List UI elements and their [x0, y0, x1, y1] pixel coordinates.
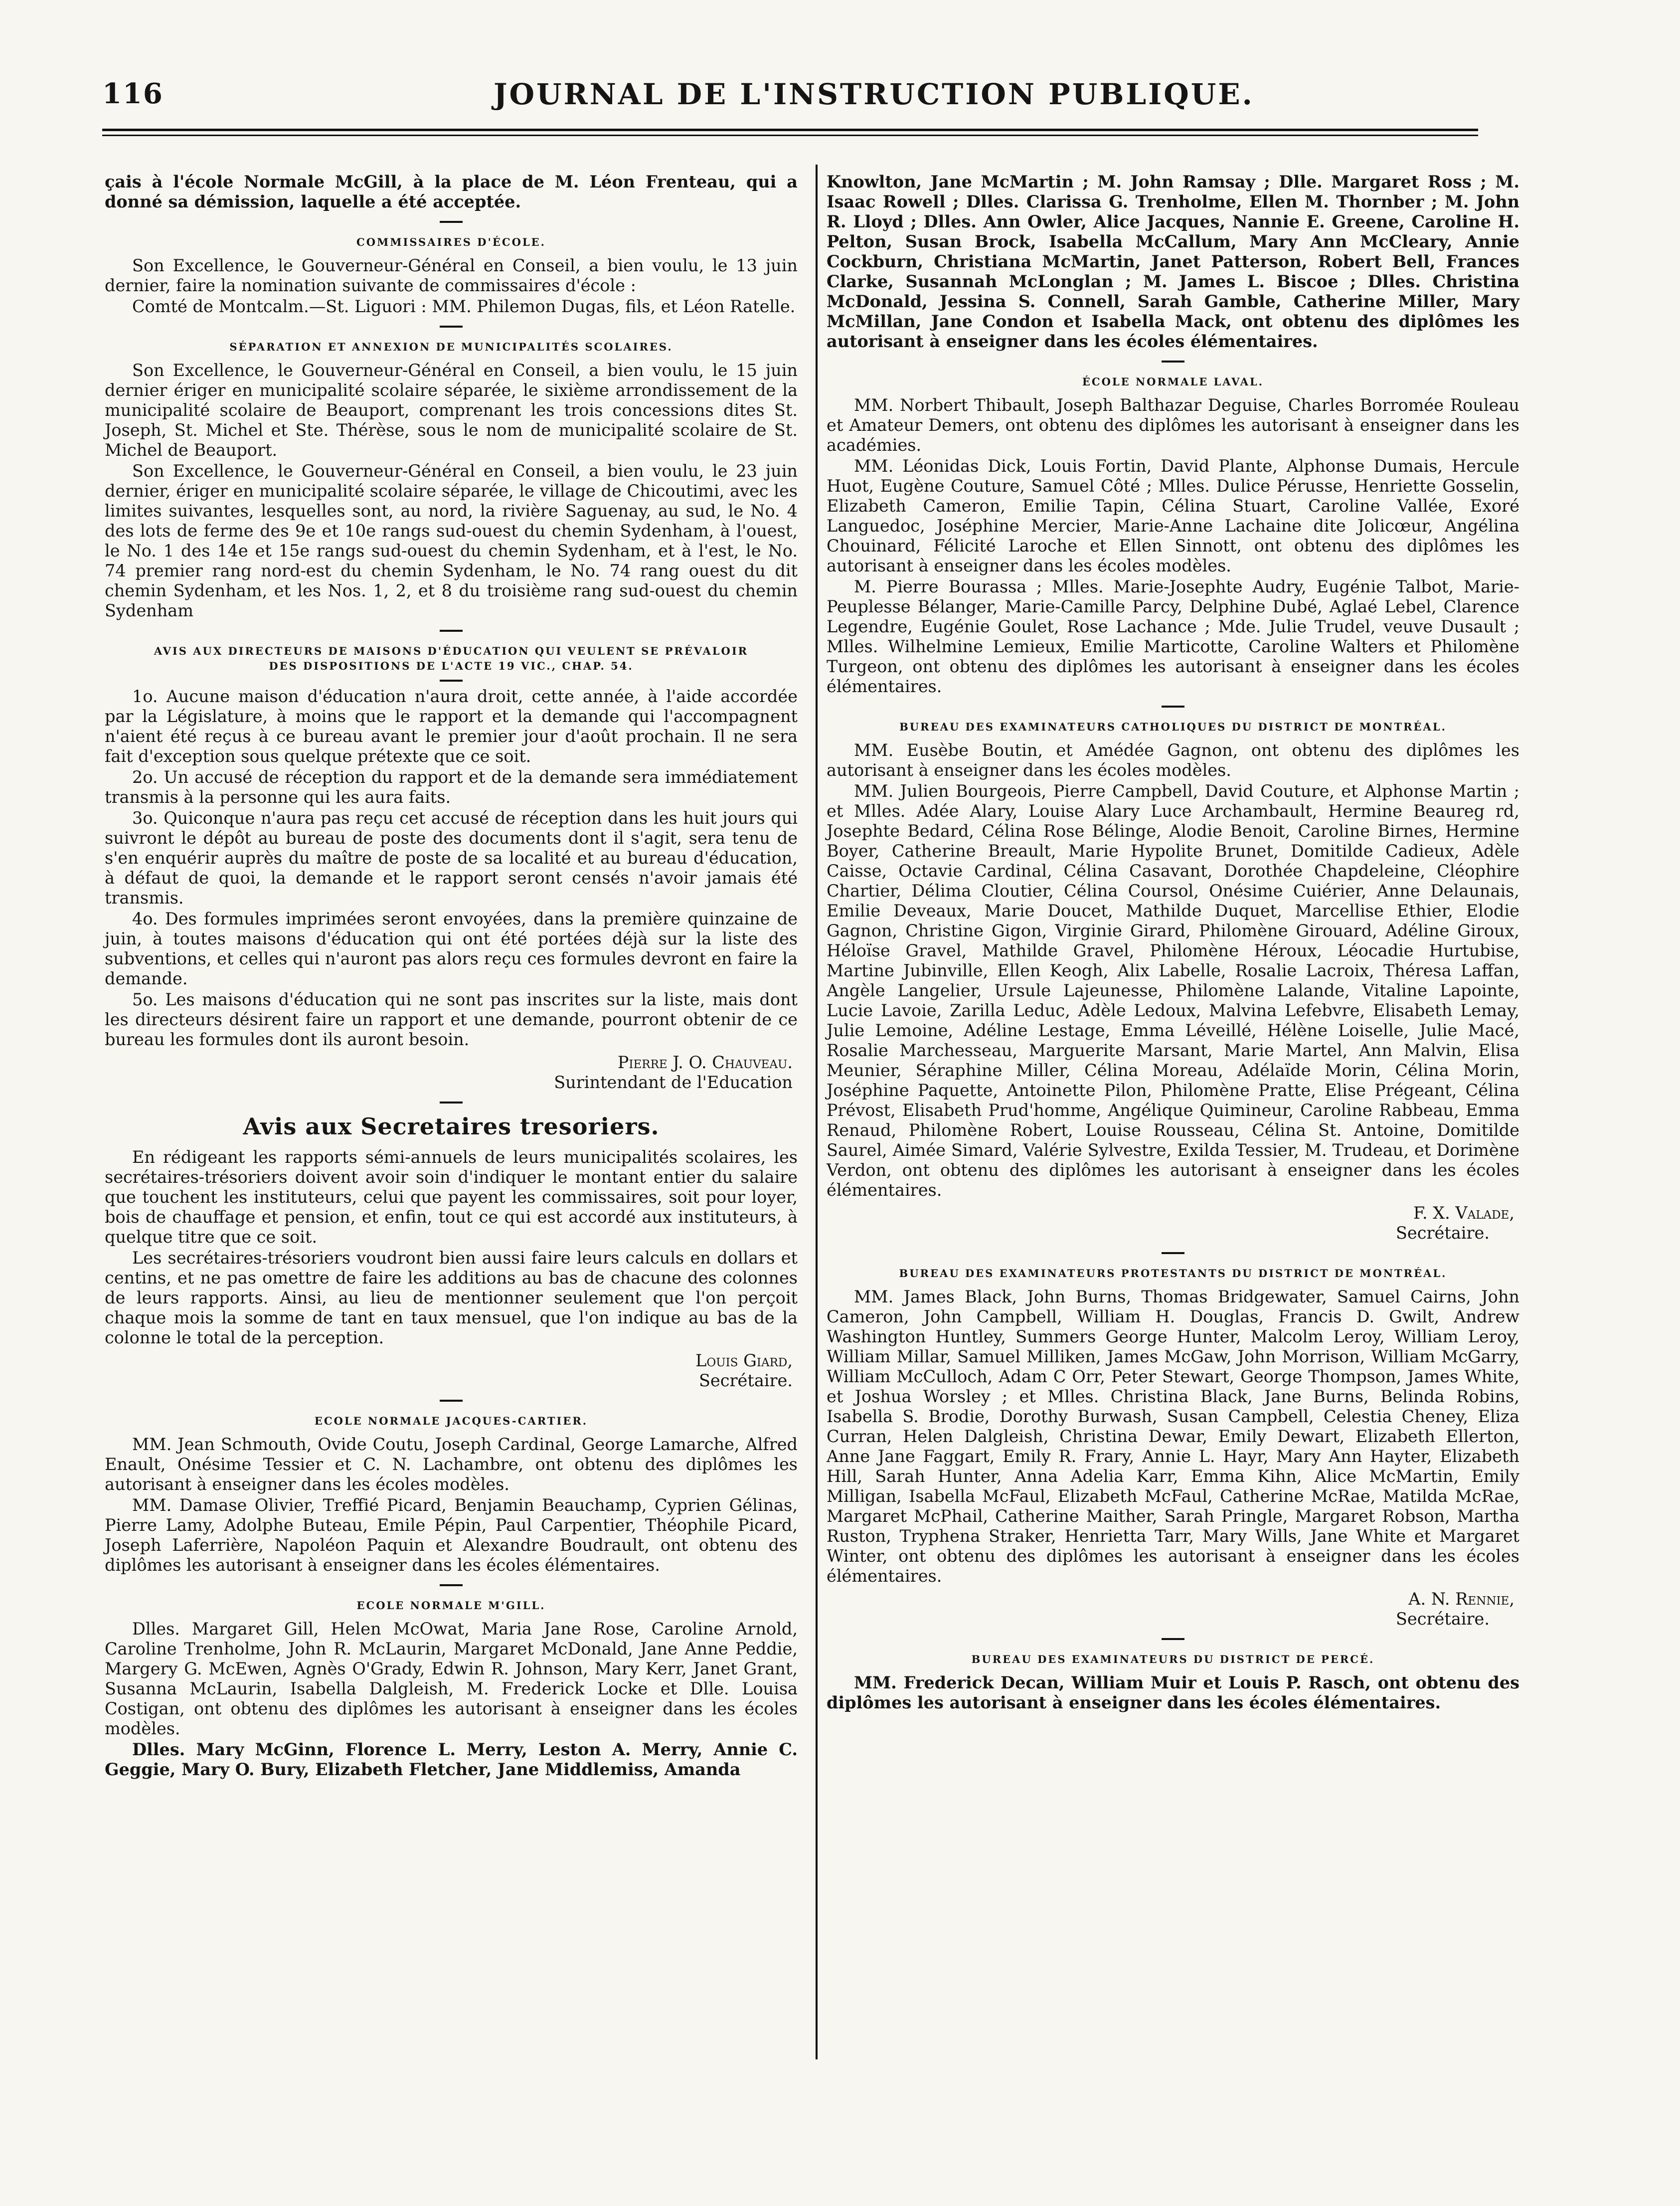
signature-name: F. X. Valade,	[1413, 1203, 1514, 1223]
journal-title: JOURNAL DE L'INSTRUCTION PUBLIQUE.	[494, 77, 1254, 111]
avis-item: 5o. Les maisons d'éducation qui ne sont pas inscrites sur la liste, mais dont les directeurs désirent faire un rapport et une demande, pourront obtenir de ce bureau les formules dont ils auront besoin.	[105, 990, 798, 1049]
signature-name: Louis Giard,	[695, 1351, 793, 1370]
jacques-cartier-paragraph: MM. Damase Olivier, Treffié Picard, Benjamin Beauchamp, Cyprien Gélinas, Pierre Lamy, Adolphe Buteau, Emile Pépin, Paul Carpentier, Théophile Picard, Joseph Laferrière, Napoléon Paquin et Alexandre Boudrault, ont obtenu des diplômes les autorisant à enseigner dans les écoles élémentaires.	[105, 1495, 798, 1575]
mcgill-paragraph: Dlles. Margaret Gill, Helen McOwat, Maria Jane Rose, Caroline Arnold, Caroline Trenholme, John R. McLaurin, Margaret McDonald, Jane Anne Peddie, Margery G. McEwen, Agnès O'Grady, Edwin R. Johnson, Mary Kerr, Janet Grant, Susanna McLaurin, Isabella Dalgleish, M. Frederick Locke et Dlle. Louisa Costigan, ont obtenu des diplômes les autorisant à enseigner dans les écoles modèles.	[105, 1619, 798, 1738]
separation-paragraph: Son Excellence, le Gouverneur-Général en Conseil, a bien voulu, le 23 juin dernier, ériger en municipalité scolaire séparée, le village de Chicoutimi, avec les limites suivantes, lesquelles sont, au nord, la rivière Saguenay, au sud, le No. 4 des lots de ferme des 9e et 10e rangs sud-ouest du chemin Sydenham, à l'ouest, le No. 1 des 14e et 15e rangs sud-ouest du chemin Sydenham, et à l'est, le No. 74 premier rang nord-est du chemin Sydenham, le No. 74 rang ouest du dit chemin Sydenham, et les Nos. 1, 2, et 8 du troisième rang sud-ouest du chemin Sydenham	[105, 461, 798, 620]
signature-title: Secrétaire.	[1395, 1223, 1490, 1243]
avis-item: 4o. Des formules imprimées seront envoyées, dans la première quinzaine de juin, à toutes maisons d'éducation qui ont été portées déjà sur la liste des subventions, et celles qui n'auront pas alors reçu ces formules devront en faire la demande.	[105, 909, 798, 988]
catholiques-paragraph: MM. Eusèbe Boutin, et Amédée Gagnon, ont obtenu des diplômes les autorisant à enseigner dans les écoles modèles.	[827, 740, 1519, 780]
section-dash	[440, 1400, 463, 1402]
separation-heading: SÉPARATION ET ANNEXION DE MUNICIPALITÉS SCOLAIRES.	[229, 341, 673, 353]
mcgill-continuation: Knowlton, Jane McMartin ; M. John Ramsay ; Dlle. Margaret Ross ; M. Isaac Rowell ; Dlles. Clarissa G. Trenholme, Ellen M. Thornber ; M. John R. Lloyd ; Dlles. Ann Owler, Alice Jacques, Nannie E. Greene, Caroline H. Pelton, Susan Brock, Isabella McCallum, Mary Ann McCleary, Annie Cockburn, Christiana McMartin, Janet Patterson, Robert Bell, Frances Clarke, Susannah McLonglan ; M. James L. Biscoe ; Dlles. Christina McDonald, Jessina S. Connell, Sarah Gamble, Catherine Miller, Mary McMillan, Jane Condon et Isabella Mack, ont obtenu des diplômes les autorisant à enseigner dans les écoles élémentaires.	[827, 172, 1519, 351]
separation-paragraph: Son Excellence, le Gouverneur-Général en Conseil, a bien voulu, le 15 juin dernier ériger en municipalité scolaire séparée, le sixième arrondissement de la municipalité scolaire de Beauport, comprenant les trois concessions dites St. Joseph, St. Michel et Ste. Thérèse, sous le nom de municipalité scolaire de St. Michel de Beauport.	[105, 361, 798, 460]
catholiques-paragraph: MM. Julien Bourgeois, Pierre Campbell, David Couture, et Alphonse Martin ; et Mlles. Adée Alary, Louise Alary Luce Archambault, Hermine Beaureg rd, Josephte Bedard, Célina Rose Bélinge, Alodie Benoit, Caroline Birnes, Hermine Boyer, Catherine Breault, Marie Hypolite Brunet, Domitilde Cadieux, Adèle Caisse, Octavie Cardinal, Célina Casavant, Dorothée Chapdeleine, Cléophire Chartier, Délima Cloutier, Célina Coursol, Onésime Cuiérier, Anne Delaunais, Emilie Deveaux, Marie Doucet, Mathilde Duquet, Marcellise Ethier, Elodie Gagnon, Christine Gigon, Virginie Girard, Philomène Girouard, Adéline Giroux, Héloïse Gravel, Mathilde Gravel, Philomène Héroux, Léocadie Hurtubise, Martine Jubinville, Ellen Keogh, Alix Labelle, Rosalie Lacroix, Théresa Laffan, Angèle Langelier, Ursule Lajeunesse, Philomène Lalande, Vitaline Lapointe, Lucie Lavoie, Zarilla Leduc, Adèle Ledoux, Malvina Lefebvre, Elisabeth Lemay, Julie Lemoine, Adéline Lestage, Emma Léveillé, Hélène Loiselle, Julie Macé, Rosalie Marchesseau, Marguerite Marsant, Marie Martel, Ann Malvin, Elisa Meunier, Séraphine Miller, Célina Moreau, Adélaïde Morin, Célina Morin, Joséphine Paquette, Antoinette Pilon, Philomène Pratte, Elise Prégeant, Célina Prévost, Elisabeth Prud'homme, Angélique Quimineur, Caroline Rabbeau, Emma Renaud, Philomène Robert, Louise Rousseau, Célina St. Antoine, Domitilde Saurel, Aimée Simard, Valérie Sylvestre, Exilda Tessier, M. Trudeau, et Dorimène Verdon, ont obtenu des diplômes les autorisant à enseigner dans les écoles élémentaires.	[827, 781, 1519, 1200]
section-dash	[1162, 361, 1184, 363]
right-column	[827, 172, 1519, 1714]
section-dash	[1162, 706, 1184, 708]
column-divider	[816, 165, 818, 2059]
laval-paragraph: MM. Norbert Thibault, Joseph Balthazar Deguise, Charles Borromée Rouleau et Amateur Demers, ont obtenu des diplômes les autorisant à enseigner dans les académies.	[827, 395, 1519, 455]
avis-secretaires-paragraph: En rédigeant les rapports sémi-annuels de leurs municipalités scolaires, les secrétaires-trésoriers doivent avoir soin d'indiquer le montant entier du salaire que touchent les instituteurs, celui que payent les commissaires, soit pour loyer, bois de chauffage et pension, et enfin, tout ce qui est accordé aux instituteurs, à quelque titre que ce soit.	[105, 1147, 798, 1247]
header-rule-thick	[102, 129, 1478, 131]
signature-name: A. N. Rennie,	[1408, 1589, 1514, 1609]
perce-heading: BUREAU DES EXAMINATEURS DU DISTRICT DE PERCÉ.	[971, 1653, 1375, 1665]
section-dash	[440, 221, 463, 223]
protestants-paragraph: MM. James Black, John Burns, Thomas Bridgewater, Samuel Cairns, John Cameron, John Campbell, William H. Douglas, Francis D. Gwilt, Andrew Washington Huntley, Summers George Hunter, Malcolm Leroy, William Leroy, William Millar, Samuel Milliken, James McGaw, John Morrison, William McGarry, William McCulloch, Adam C Orr, Peter Stewart, George Thompson, James White, et Joshua Worsley ; et Mlles. Christina Black, Jane Burns, Belinda Robins, Isabella S. Brodie, Dorothy Burwash, Susan Campbell, Celestia Cheney, Eliza Curran, Helen Dalgleish, Christina Dewar, Emily Dewart, Elizabeth Ellerton, Anne Jane Faggart, Emily R. Frary, Annie L. Hayr, Mary Ann Hayter, Elizabeth Hill, Sarah Hunter, Anna Adelia Karr, Emma Kihn, Alice McMartin, Emily Milligan, Isabella McFaul, Elizabeth McFaul, Catherine McRae, Matilda McRae, Margaret McPhail, Catherine Maither, Sarah Pringle, Margaret Robson, Martha Ruston, Tryphena Straker, Henrietta Tarr, Mary Wills, Jane White et Margaret Winter, ont obtenu des diplômes les autorisant à enseigner dans les écoles élémentaires.	[827, 1287, 1519, 1586]
signature-name: Pierre J. O. Chauveau.	[617, 1053, 793, 1072]
section-dash	[440, 326, 463, 328]
signature-title: Secrétaire.	[1395, 1609, 1490, 1629]
avis-item: 3o. Quiconque n'aura pas reçu cet accusé de réception dans les huit jours qui suivront le dépôt au bureau de poste des documents dont il s'agit, sera tenu de s'en enquérir auprès du maître de poste de sa localité et au bureau d'éducation, à défaut de quoi, la demande et le rapport seront censés n'avoir jamais été transmis.	[105, 808, 798, 908]
laval-paragraph: MM. Léonidas Dick, Louis Fortin, David Plante, Alphonse Dumais, Hercule Huot, Eugène Couture, Samuel Côté ; Mlles. Dulice Pérusse, Henriette Gosselin, Elizabeth Cameron, Emilie Tapin, Célina Stuart, Caroline Vallée, Exoré Languedoc, Joséphine Mercier, Marie-Anne Lachaine dite Jolicœur, Angélina Chouinard, Félicité Laroche et Ellen Sinnott, ont obtenu des diplômes les autorisant à enseigner dans les écoles modèles.	[827, 456, 1519, 575]
section-dash	[440, 680, 463, 682]
commissaires-heading: COMMISSAIRES D'ÉCOLE.	[356, 236, 546, 248]
left-column	[105, 172, 798, 1781]
jacques-cartier-heading: ECOLE NORMALE JACQUES-CARTIER.	[314, 1415, 588, 1427]
page-number: 116	[102, 77, 164, 110]
signature-title: Secrétaire.	[698, 1371, 793, 1390]
laval-paragraph: M. Pierre Bourassa ; Mlles. Marie-Josephte Audry, Eugénie Talbot, Marie-Peuplesse Bélanger, Marie-Camille Parcy, Delphine Dubé, Aglaé Lebel, Clarence Legendre, Eugénie Goulet, Rose Lachance ; Mde. Julie Trudel, veuve Dusault ; Mlles. Wilhelmine Lemieux, Emilie Marticotte, Caroline Walters et Philomène Turgeon, ont obtenu des diplômes les autorisant à enseigner dans les écoles élémentaires.	[827, 577, 1519, 696]
header-rule-thin	[102, 135, 1478, 136]
avis-item: 2o. Un accusé de réception du rapport et de la demande sera immédiatement transmis à la personne qui les aura faits.	[105, 767, 798, 807]
avis-item: 1o. Aucune maison d'éducation n'aura droit, cette année, à l'aide accordée par la Législature, à moins que le rapport et la demande qui l'accompagnent n'aient été reçus à ce bureau avant le premier jour d'août prochain. Il ne sera fait d'exception sous quelque prétexte que ce soit.	[105, 687, 798, 766]
commissaires-nomination: Comté de Montcalm.—St. Liguori : MM. Philemon Dugas, fils, et Léon Ratelle.	[132, 297, 796, 316]
section-dash	[1162, 1638, 1184, 1640]
jacques-cartier-paragraph: MM. Jean Schmouth, Ovide Coutu, Joseph Cardinal, George Lamarche, Alfred Enault, Onésime Tessier et C. N. Lachambre, ont obtenu des diplômes les autorisant à enseigner dans les écoles modèles.	[105, 1435, 798, 1494]
avis-directeurs-subheading: DES DISPOSITIONS DE L'ACTE 19 VIC., CHAP. 54.	[269, 660, 634, 672]
avis-secretaires-heading: Avis aux Secretaires tresoriers.	[243, 1113, 660, 1140]
perce-paragraph: MM. Frederick Decan, William Muir et Louis P. Rasch, ont obtenu des diplômes les autorisant à enseigner dans les écoles élémentaires.	[827, 1673, 1519, 1712]
mcgill-heading: ECOLE NORMALE M'GILL.	[356, 1599, 546, 1612]
mcgill-paragraph: Dlles. Mary McGinn, Florence L. Merry, Leston A. Merry, Annie C. Geggie, Mary O. Bury, Elizabeth Fletcher, Jane Middlemiss, Amanda	[105, 1740, 798, 1779]
avis-directeurs-heading: AVIS AUX DIRECTEURS DE MAISONS D'ÉDUCATION QUI VEULENT SE PRÉVALOIR	[154, 645, 749, 657]
intro-paragraph: çais à l'école Normale McGill, à la place de M. Léon Frenteau, qui a donné sa démission, laquelle a été acceptée.	[105, 172, 798, 211]
laval-heading: ÉCOLE NORMALE LAVAL.	[1082, 375, 1264, 388]
avis-secretaires-paragraph: Les secrétaires-trésoriers voudront bien aussi faire leurs calculs en dollars et centins, et ne pas omettre de faire les additions au bas de chacune des colonnes de leurs rapports. Ainsi, au lieu de mentionner seulement que l'on perçoit chaque mois la somme de tant en taux mensuel, que l'on indique au bas de la colonne le total de la perception.	[105, 1248, 798, 1347]
section-dash	[440, 1102, 463, 1103]
signature-title: Surintendant de l'Education	[554, 1073, 793, 1092]
section-dash	[440, 1584, 463, 1586]
section-dash	[440, 630, 463, 632]
commissaires-paragraph: Son Excellence, le Gouverneur-Général en Conseil, a bien voulu, le 13 juin dernier, faire la nomination suivante de commissaires d'école :	[105, 256, 798, 295]
section-dash	[1162, 1252, 1184, 1254]
protestants-heading: BUREAU DES EXAMINATEURS PROTESTANTS DU DISTRICT DE MONTRÉAL.	[899, 1267, 1447, 1280]
catholiques-heading: BUREAU DES EXAMINATEURS CATHOLIQUES DU DISTRICT DE MONTRÉAL.	[899, 721, 1447, 733]
